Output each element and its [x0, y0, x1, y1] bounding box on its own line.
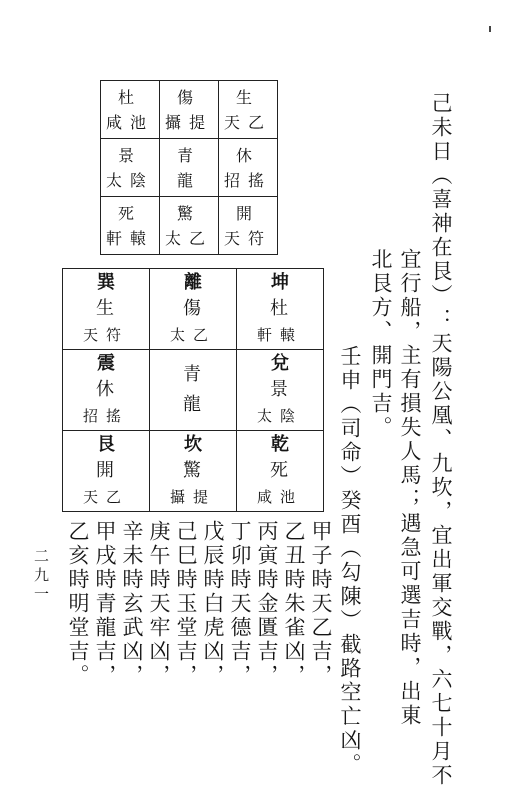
small-nine-palace-grid [100, 80, 278, 255]
hour-entry: 乙亥時明堂吉。 [66, 520, 90, 688]
small-grid-cell: 死 軒轅 [101, 197, 160, 255]
scan-mark [489, 26, 491, 32]
small-grid-cell: 景 太陰 [101, 139, 160, 197]
big-grid-cell: 艮 開 天乙 [63, 431, 150, 512]
hour-entry: 乙丑時朱雀凶， [282, 520, 306, 688]
big-nine-palace-grid [62, 268, 324, 512]
hour-entry: 丙寅時金匱吉， [255, 520, 279, 688]
big-grid-center-cell: 青 龍 [150, 350, 237, 431]
hour-entry: 甲戌時青龍吉， [93, 520, 117, 688]
small-grid-cell: 杜 咸池 [101, 81, 160, 139]
small-grid-cell: 休 招搖 [219, 139, 278, 197]
hour-entry: 甲子時天乙吉， [309, 520, 333, 688]
text-column-4: 壬申（司命）癸酉（勾陳）截路空亡凶。 [338, 345, 362, 777]
hour-entry: 戊辰時白虎凶， [201, 520, 225, 688]
hour-entry: 辛未時玄武凶， [120, 520, 144, 688]
hour-entry: 庚午時天牢凶， [147, 520, 171, 688]
big-grid-cell: 兌 景 太陰 [237, 350, 324, 431]
small-grid-cell: 生 天乙 [219, 81, 278, 139]
hour-entry: 丁卯時天德吉， [228, 520, 252, 688]
big-grid-cell: 坎 驚 攝提 [150, 431, 237, 512]
big-grid-cell: 巽 生 天符 [63, 269, 150, 350]
big-grid-cell: 坤 杜 軒轅 [237, 269, 324, 350]
small-grid-cell: 青 龍 [160, 139, 219, 197]
big-grid-cell: 乾 死 咸池 [237, 431, 324, 512]
small-grid-cell: 開 天符 [219, 197, 278, 255]
text-column-3: 北艮方、開門吉。 [369, 248, 393, 440]
page-number: 二九一 [32, 548, 50, 605]
big-grid-cell: 震 休 招搖 [63, 350, 150, 431]
text-column-2: 宜行船，主有損失人馬；遇急可選吉時，出東 [398, 248, 422, 728]
hour-entry: 己巳時玉堂吉， [174, 520, 198, 688]
big-grid-cell: 離 傷 太乙 [150, 269, 237, 350]
small-grid-cell: 傷 攝提 [160, 81, 219, 139]
small-grid-cell: 驚 太乙 [160, 197, 219, 255]
title-column: 己未日（喜神在艮）：天陽公凰、九坎，宜出軍交戰，六七十月不 [429, 92, 453, 788]
